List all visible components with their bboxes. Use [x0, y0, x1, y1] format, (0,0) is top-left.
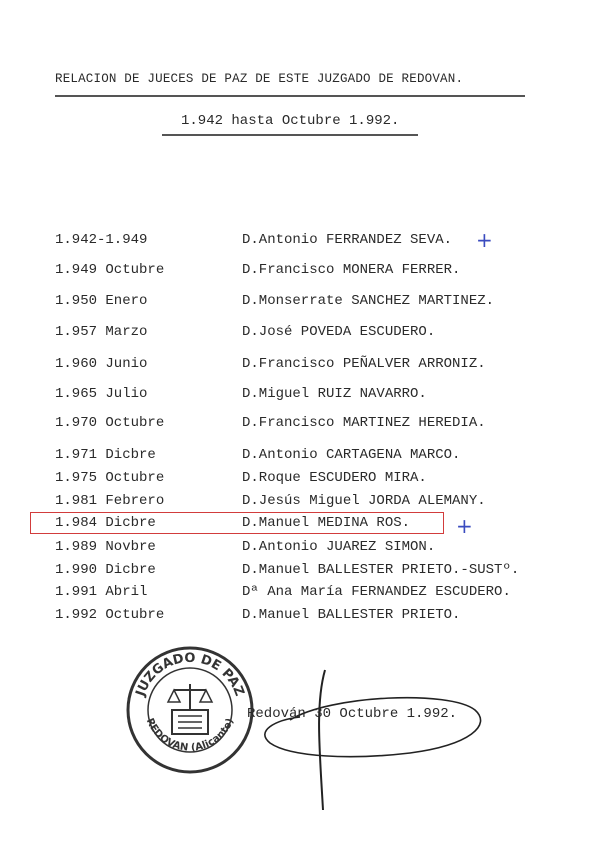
judge-name: D.Manuel MEDINA ROS. [242, 515, 411, 531]
judge-date: 1.957 Marzo [55, 324, 148, 340]
document-title: RELACION DE JUECES DE PAZ DE ESTE JUZGADO DE REDOVAN. [55, 72, 464, 86]
judge-date: 1.950 Enero [55, 293, 148, 309]
judge-name: D.Antonio CARTAGENA MARCO. [242, 447, 461, 463]
judge-date: 1.949 Octubre [55, 262, 165, 278]
judge-date: 1.992 Octubre [55, 607, 165, 623]
judge-name: D.Francisco MONERA FERRER. [242, 262, 461, 278]
judge-name: D.Francisco MARTINEZ HEREDIA. [242, 415, 486, 431]
seal-bottom-text: REDOVAN (Alicante) [143, 716, 237, 754]
judge-name: D.José POVEDA ESCUDERO. [242, 324, 436, 340]
judge-date: 1.991 Abril [55, 584, 148, 600]
seal-emblem-icon [168, 684, 212, 734]
subtitle-underline [162, 134, 418, 136]
judge-name: D.Jesús Miguel JORDA ALEMANY. [242, 493, 486, 509]
place-date: Redován 30 Octubre 1.992. [247, 706, 458, 722]
document-subtitle: 1.942 hasta Octubre 1.992. [181, 113, 400, 129]
judge-date: 1.989 Novbre [55, 539, 156, 555]
cross-mark-icon: + [456, 514, 473, 538]
judge-name: D.Miguel RUIZ NAVARRO. [242, 386, 427, 402]
judge-name: D.Manuel BALLESTER PRIETO. [242, 607, 461, 623]
judge-date: 1.990 Dicbre [55, 562, 156, 578]
judge-name: D.Monserrate SANCHEZ MARTINEZ. [242, 293, 495, 309]
judge-date: 1.960 Junio [55, 356, 148, 372]
judge-date: 1.981 Febrero [55, 493, 165, 509]
judge-name: D.Antonio JUAREZ SIMON. [242, 539, 436, 555]
judge-date: 1.942-1.949 [55, 232, 148, 248]
judge-name: D.Manuel BALLESTER PRIETO.-SUSTº. [242, 562, 520, 578]
cross-mark-icon: + [476, 228, 493, 252]
judge-name: Dª Ana María FERNANDEZ ESCUDERO. [242, 584, 511, 600]
judge-date: 1.970 Octubre [55, 415, 165, 431]
judge-name: D.Francisco PEÑALVER ARRONIZ. [242, 356, 486, 372]
highlight-box [30, 512, 444, 534]
judge-date: 1.971 Dicbre [55, 447, 156, 463]
title-underline [55, 95, 525, 97]
judge-name: D.Roque ESCUDERO MIRA. [242, 470, 427, 486]
judge-date: 1.975 Octubre [55, 470, 165, 486]
signature [230, 665, 490, 815]
seal-top-text: JUZGADO DE PAZ [133, 650, 247, 699]
judge-name: D.Antonio FERRANDEZ SEVA. [242, 232, 453, 248]
judge-date: 1.984 Dicbre [55, 515, 156, 531]
judge-date: 1.965 Julio [55, 386, 148, 402]
